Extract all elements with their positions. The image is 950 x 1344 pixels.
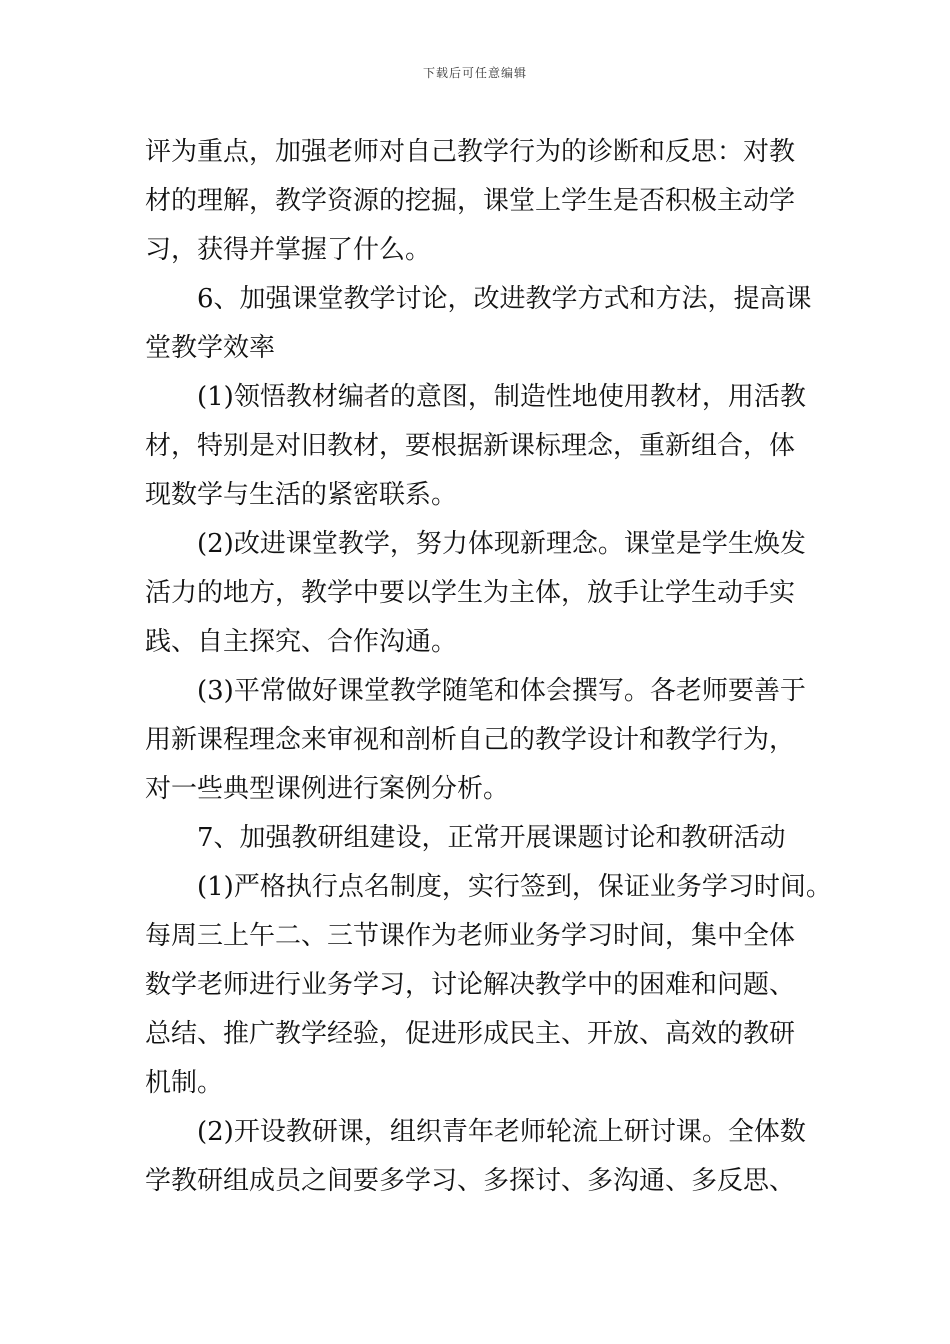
text-line: 对一些典型课例进行案例分析。 <box>145 774 510 804</box>
text-line: 总结、推广教学经验，促进形成民主、开放、高效的教研 <box>145 1019 796 1049</box>
page-header: 下载后可任意编辑 <box>422 66 527 80</box>
text-line: 用新课程理念来审视和剖析自己的教学设计和教学行为， <box>145 725 796 755</box>
document-body <box>145 128 832 1206</box>
text-line: (1)领悟教材编者的意图，制造性地使用教材，用活教 <box>145 382 806 412</box>
text-line: 活力的地方，教学中要以学生为主体，放手让学生动手实 <box>145 578 796 608</box>
text-line: 习，获得并掌握了什么。 <box>145 235 432 265</box>
text-line: 学教研组成员之间要多学习、多探讨、多沟通、多反思、 <box>145 1166 796 1196</box>
text-line: 践、自主探究、合作沟通。 <box>145 627 458 657</box>
text-line: 机制。 <box>145 1068 224 1098</box>
text-line: 材的理解，教学资源的挖掘，课堂上学生是否积极主动学 <box>145 186 796 216</box>
text-line: 材，特别是对旧教材，要根据新课标理念，重新组合，体 <box>145 431 796 461</box>
text-line: (1)严格执行点名制度，实行签到，保证业务学习时间。 <box>145 872 832 902</box>
text-line: 数学老师进行业务学习，讨论解决教学中的困难和问题、 <box>145 970 796 1000</box>
text-line: 6、加强课堂教学讨论，改进教学方式和方法，提高课 <box>145 284 812 314</box>
text-line: (3)平常做好课堂教学随笔和体会撰写。各老师要善于 <box>145 676 806 706</box>
text-line: 现数学与生活的紧密联系。 <box>145 480 458 510</box>
text-line: (2)开设教研课，组织青年老师轮流上研讨课。全体数 <box>145 1117 806 1147</box>
text-line: 堂教学效率 <box>145 333 276 363</box>
text-line: 每周三上午二、三节课作为老师业务学习时间，集中全体 <box>145 921 796 951</box>
text-line: 评为重点，加强老师对自己教学行为的诊断和反思：对教 <box>145 137 796 167</box>
text-line: 7、加强教研组建设，正常开展课题讨论和教研活动 <box>145 823 786 853</box>
text-line: (2)改进课堂教学，努力体现新理念。课堂是学生焕发 <box>145 529 806 559</box>
